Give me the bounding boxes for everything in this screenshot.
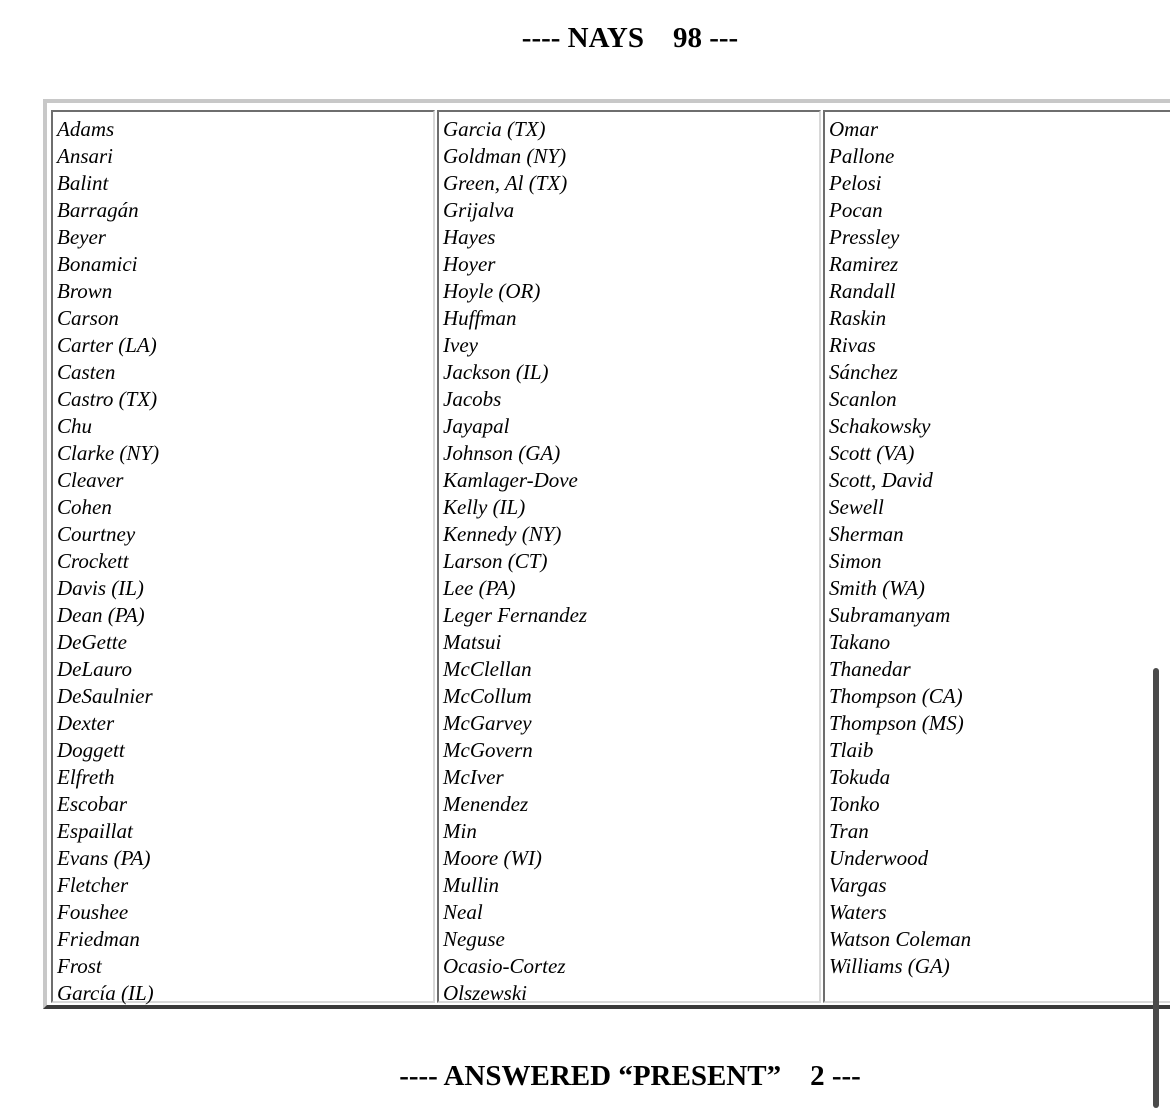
nays-table <box>43 99 1170 1009</box>
member-name: Ocasio-Cortez <box>443 954 566 978</box>
member-name: Scott (VA) <box>829 441 915 465</box>
member-name: Underwood <box>829 846 929 870</box>
member-name: Brown <box>57 279 113 303</box>
vertical-scrollbar[interactable] <box>1153 668 1159 1108</box>
member-name: Matsui <box>443 630 502 654</box>
member-name: Tran <box>829 819 869 843</box>
member-name: Goldman (NY) <box>443 144 567 168</box>
member-name: Clarke (NY) <box>57 441 160 465</box>
nays-column-1 <box>51 110 435 1003</box>
member-name: Kamlager-Dove <box>443 468 578 492</box>
member-name: McGarvey <box>443 711 532 735</box>
member-name: Jayapal <box>443 414 510 438</box>
member-name: Elfreth <box>57 765 115 789</box>
member-name: DeLauro <box>57 657 133 681</box>
member-name: DeSaulnier <box>57 684 153 708</box>
member-name: Dexter <box>57 711 115 735</box>
member-name: Johnson (GA) <box>443 441 561 465</box>
member-name: Kelly (IL) <box>443 495 526 519</box>
member-name: Thompson (CA) <box>829 684 963 708</box>
member-name: García (IL) <box>57 981 154 1005</box>
member-name: Carter (LA) <box>57 333 157 357</box>
member-name: Jackson (IL) <box>443 360 549 384</box>
member-name: Hoyer <box>443 252 496 276</box>
member-name: Min <box>443 819 477 843</box>
member-name: Davis (IL) <box>57 576 144 600</box>
member-name: Courtney <box>57 522 136 546</box>
member-name: Raskin <box>829 306 887 330</box>
member-name: Tlaib <box>829 738 874 762</box>
member-name: Ramirez <box>829 252 899 276</box>
nays-column-3 <box>823 110 1170 1003</box>
member-name: Takano <box>829 630 891 654</box>
member-name: Thanedar <box>829 657 911 681</box>
member-name: Kennedy (NY) <box>443 522 562 546</box>
member-name: Lee (PA) <box>443 576 516 600</box>
member-name: Escobar <box>57 792 127 816</box>
member-name: Ivey <box>443 333 478 357</box>
member-name: Menendez <box>443 792 529 816</box>
member-name: Thompson (MS) <box>829 711 964 735</box>
member-name: Williams (GA) <box>829 954 950 978</box>
member-name: Bonamici <box>57 252 138 276</box>
member-name: Neal <box>443 900 483 924</box>
member-name: Waters <box>829 900 887 924</box>
member-name: Friedman <box>57 927 140 951</box>
member-name: Adams <box>57 117 115 141</box>
member-name: Sewell <box>829 495 884 519</box>
nays-heading: ---- NAYS 98 --- <box>521 22 739 54</box>
member-name: Ansari <box>57 144 114 168</box>
member-name: Frost <box>57 954 102 978</box>
member-name: Grijalva <box>443 198 515 222</box>
member-name: Tonko <box>829 792 880 816</box>
member-name: Garcia (TX) <box>443 117 546 141</box>
member-name: Pocan <box>829 198 883 222</box>
member-name: Chu <box>57 414 93 438</box>
member-name: Olszewski <box>443 981 527 1005</box>
member-name: McGovern <box>443 738 533 762</box>
member-name: McIver <box>443 765 504 789</box>
member-name: Neguse <box>443 927 505 951</box>
member-name: Pressley <box>829 225 900 249</box>
member-name: Carson <box>57 306 119 330</box>
member-name: McCollum <box>443 684 532 708</box>
member-name: DeGette <box>57 630 127 654</box>
member-name: Crockett <box>57 549 129 573</box>
answered-present-heading: ---- ANSWERED “PRESENT” 2 --- <box>399 1060 861 1092</box>
member-name: Espaillat <box>57 819 133 843</box>
member-name: Leger Fernandez <box>443 603 588 627</box>
member-name: Castro (TX) <box>57 387 158 411</box>
member-name: Pallone <box>829 144 895 168</box>
member-name: Balint <box>57 171 109 195</box>
member-name: Subramanyam <box>829 603 951 627</box>
member-name: Mullin <box>443 873 499 897</box>
member-name: Larson (CT) <box>443 549 548 573</box>
member-name: Vargas <box>829 873 887 897</box>
member-name: Jacobs <box>443 387 502 411</box>
member-name: Sánchez <box>829 360 898 384</box>
member-name: Foushee <box>57 900 129 924</box>
member-name: Hoyle (OR) <box>443 279 541 303</box>
member-name: Pelosi <box>829 171 882 195</box>
member-name: Schakowsky <box>829 414 931 438</box>
nays-column-2 <box>437 110 821 1003</box>
member-name: Huffman <box>443 306 517 330</box>
member-name: Watson Coleman <box>829 927 972 951</box>
member-name: McClellan <box>443 657 532 681</box>
member-name: Dean (PA) <box>57 603 145 627</box>
member-name: Casten <box>57 360 116 384</box>
member-name: Scott, David <box>829 468 933 492</box>
member-name: Fletcher <box>57 873 129 897</box>
member-name: Green, Al (TX) <box>443 171 568 195</box>
member-name: Doggett <box>57 738 125 762</box>
member-name: Cleaver <box>57 468 124 492</box>
member-name: Hayes <box>443 225 496 249</box>
member-name: Beyer <box>57 225 106 249</box>
member-name: Omar <box>829 117 879 141</box>
member-name: Barragán <box>57 198 139 222</box>
member-name: Cohen <box>57 495 112 519</box>
member-name: Rivas <box>829 333 876 357</box>
member-name: Randall <box>829 279 896 303</box>
member-name: Smith (WA) <box>829 576 925 600</box>
member-name: Evans (PA) <box>57 846 151 870</box>
member-name: Moore (WI) <box>443 846 542 870</box>
member-name: Sherman <box>829 522 904 546</box>
member-name: Simon <box>829 549 882 573</box>
member-name: Scanlon <box>829 387 897 411</box>
member-name: Tokuda <box>829 765 891 789</box>
